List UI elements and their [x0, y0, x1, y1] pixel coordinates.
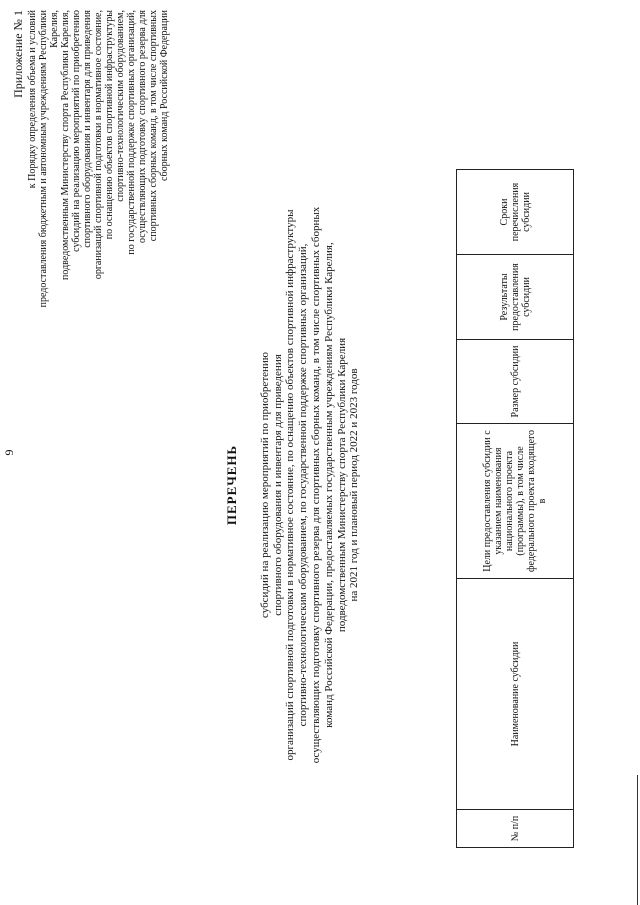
appendix-line: по государственной поддержке спортивных организаций,	[126, 10, 137, 255]
column-header-amount: Размер субсидии	[457, 340, 574, 424]
appendix-line: по оснащению объектов спортивной инфраструктуры	[104, 10, 115, 240]
appendix-title: Приложение № 1	[11, 10, 25, 98]
column-header-results: Результаты предоставления субсидии	[457, 255, 574, 340]
column-header-subsidy-name: Наименование субсидии	[457, 579, 574, 810]
heading-line: спортивно-технологическим оборудованием, по государственной поддержке спортивных организаций,	[297, 243, 310, 727]
appendix-line: сборных команд Российской Федерации	[159, 10, 170, 182]
document-title: ПЕРЕЧЕНЬ	[224, 444, 239, 526]
subsidy-table	[456, 169, 574, 848]
heading-line: на 2021 год и плановый период 2022 и 2023 годов	[348, 368, 361, 602]
page-number: 9	[2, 449, 16, 456]
document-heading	[226, 85, 361, 885]
appendix-line: к Порядку определения объема и условий	[27, 10, 38, 189]
heading-line: подведомственным Министерству спорта Республики Карелия	[335, 337, 348, 633]
heading-line: субсидий на реализацию мероприятий по приобретению	[258, 352, 271, 619]
column-header-number: № п/п	[457, 810, 574, 848]
appendix-line: спортивных сборных команд, в том числе спортивных	[148, 10, 159, 242]
appendix-line: предоставления бюджетным и автономным учреждениям Республики Карелия,	[38, 10, 60, 308]
table-header-row	[457, 170, 574, 848]
appendix-line: осуществляющих подготовку спортивного резерва для	[137, 10, 148, 243]
heading-line: спортивного оборудования и инвентаря для приведения	[271, 354, 284, 616]
appendix-line: подведомственным Министерству спорта Республики Карелия,	[60, 10, 71, 280]
appendix-line: спортивного оборудования и инвентаря для приведения	[82, 10, 93, 248]
heading-line: организаций спортивной подготовки в нормативное состояние, по оснащению объектов спортивной инфраструктуры	[284, 209, 297, 761]
heading-line: осуществляющих подготовку спортивного резерва для спортивных сборных команд, в том числе спортивных сборных	[309, 206, 322, 764]
appendix-line: организаций спортивной подготовки в нормативное состояние,	[93, 10, 104, 280]
column-header-transfer-dates: Сроки перечисления субсидии	[457, 170, 574, 255]
heading-line: команд Российской Федерации, предоставляемых государственным учреждениям Республики Карелия,	[322, 242, 335, 728]
column-header-goals: Цели предоставления субсидии с указанием наименования национального проекта (программы), в том числе федерального проекта входящего в	[457, 424, 574, 579]
appendix-line: субсидий на реализацию мероприятий по приобретению	[71, 10, 82, 252]
appendix-line: спортивно-технологическим оборудованием,	[115, 10, 126, 202]
appendix-block	[10, 10, 170, 310]
